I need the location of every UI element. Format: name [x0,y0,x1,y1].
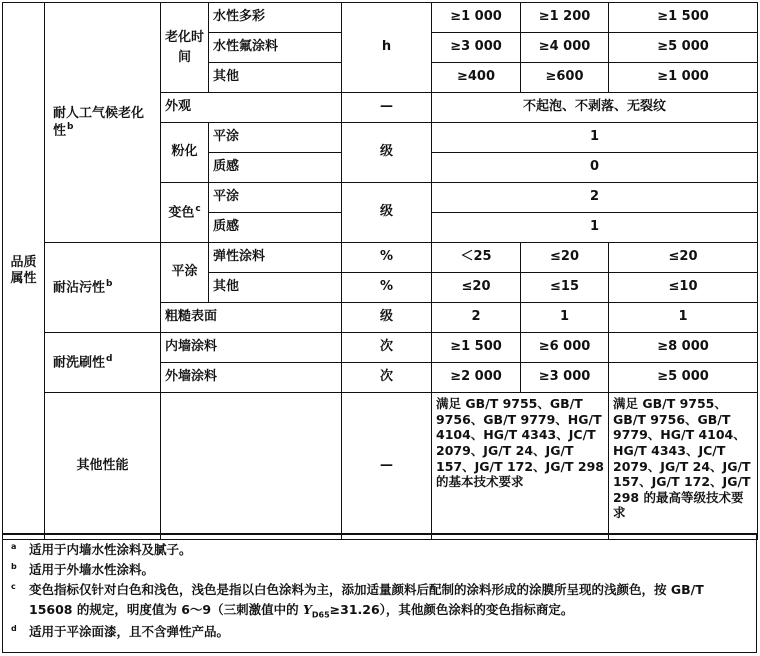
weather-group-label: 耐人工气候老化性$^b$ [45,3,161,243]
aging-unit: h [342,3,432,93]
aging-water-multicolor-label: 水性多彩 [209,3,342,33]
value-cell: ≤20 [609,243,758,273]
value-cell: 2 [432,303,521,333]
quality-attr-label: 品质属性 [3,3,45,540]
value-cell: ≥5 000 [609,363,758,393]
footnote-a [11,540,748,560]
value-cell: 1 [432,213,758,243]
stain-flat-label: 平涂 [161,243,209,303]
value-cell: ≥1 000 [432,3,521,33]
stain-elastic-unit: % [342,243,432,273]
other-unit: — [342,393,432,540]
value-cell: ≥5 000 [609,33,758,63]
value-cell: 1 [521,303,609,333]
wash-exterior-unit: 次 [342,363,432,393]
table-row [3,243,758,273]
chalk-flat-label: 平涂 [209,123,342,153]
wash-group-label: 耐洗刷性$^d$ [45,333,161,393]
appearance-unit: — [342,93,432,123]
value-cell: ≥1 500 [609,3,758,33]
stain-other-unit: % [342,273,432,303]
top-requirement-text: 满足 GB/T 9755、GB/T 9756、GB/T 9779、HG/T 4104、HG/T 4343、JC/T 2079、JG/T 24、JG/T 157、JG/T 172、JG/T 298 的最高等级技术要求 [609,393,758,540]
footnote-mark: b [11,562,17,571]
footnote-b [11,560,748,580]
empty-cell [161,393,342,540]
table-row [3,393,758,540]
footnote-c [11,580,748,622]
wash-interior-label: 内墙涂料 [161,333,342,363]
value-cell: ≥3 000 [432,33,521,63]
footnote-text: 变色指标仅针对白色和浅色，浅色是指以白色涂料为主，添加适量颜料后配制的涂料形成的涂膜所呈现的浅颜色，按 GB/T 15608 的规定，明度值为 6～9（三刺激值中的 $Y_{D65}\ge 31.26$），其他颜色涂料的变色指标商定。 [29,582,704,620]
value-cell: 0 [432,153,758,183]
color-texture-label: 质感 [209,213,342,243]
chalk-unit: 级 [342,123,432,183]
stain-elastic-label: 弹性涂料 [209,243,342,273]
wash-interior-unit: 次 [342,333,432,363]
wash-exterior-label: 外墙涂料 [161,363,342,393]
value-cell: ≤20 [521,243,609,273]
stain-rough-label: 粗糙表面 [161,303,342,333]
chalk-label: 粉化 [161,123,209,183]
value-cell: ≥8 000 [609,333,758,363]
stain-other-label: 其他 [209,273,342,303]
aging-fluoro-label: 水性氟涂料 [209,33,342,63]
value-cell: 1 [609,303,758,333]
value-cell: ≤15 [521,273,609,303]
footnote-mark: c [11,582,16,591]
value-cell: ≥1 500 [432,333,521,363]
stain-rough-unit: 级 [342,303,432,333]
value-cell: ≥400 [432,63,521,93]
table-row [3,333,758,363]
table-row [3,3,758,33]
other-group-label: 其他性能 [45,393,161,540]
footnote-text: 适用于内墙水性涂料及腻子。 [29,542,192,557]
color-flat-label: 平涂 [209,183,342,213]
value-cell: ＜25 [432,243,521,273]
value-cell: ≥4 000 [521,33,609,63]
color-change-unit: 级 [342,183,432,243]
property-table [2,2,758,540]
chalk-texture-label: 质感 [209,153,342,183]
stain-group-label: 耐沾污性$^b$ [45,243,161,333]
value-cell: ≥1 000 [609,63,758,93]
value-cell: 1 [432,123,758,153]
footnote-text: 适用于外墙水性涂料。 [29,562,155,577]
footnote-text: 适用于平涂面漆，且不含弹性产品。 [29,624,230,640]
aging-other-label: 其他 [209,63,342,93]
value-cell: ≥6 000 [521,333,609,363]
value-cell: 2 [432,183,758,213]
appearance-label: 外观 [161,93,342,123]
value-cell: ≥3 000 [521,363,609,393]
aging-time-label: 老化时间 [161,3,209,93]
value-cell: ≥2 000 [432,363,521,393]
value-cell: ≤10 [609,273,758,303]
basic-requirement-text: 满足 GB/T 9755、GB/T 9756、GB/T 9779、HG/T 4104、HG/T 4343、JC/T 2079、JG/T 24、JG/T 157、JG/T 172、JG/T 298 的基本技术要求 [432,393,609,540]
footnote-mark: a [11,542,17,551]
footnote-mark: d [11,624,17,634]
value-cell: ≤20 [432,273,521,303]
appearance-value: 不起泡、不剥落、无裂纹 [432,93,758,123]
footnote-d [11,622,748,642]
footnotes [2,533,757,653]
value-cell: ≥1 200 [521,3,609,33]
color-change-label: 变色$^c$ [161,183,209,243]
value-cell: ≥600 [521,63,609,93]
